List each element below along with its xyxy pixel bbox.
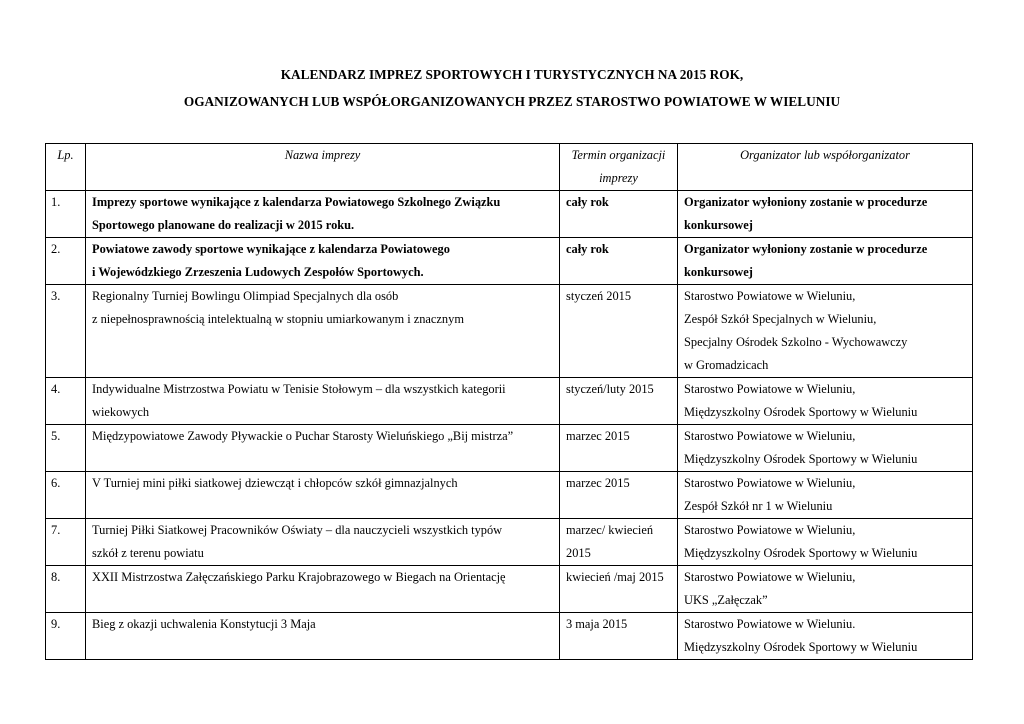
row-organizer-line: Starostwo Powiatowe w Wieluniu.	[684, 617, 856, 631]
row-term-line: cały rok	[566, 242, 609, 256]
row-organizer-line: Starostwo Powiatowe w Wieluniu,	[684, 476, 856, 490]
row-organizer-line: Starostwo Powiatowe w Wieluniu,	[684, 429, 856, 443]
row-organizer-line: Zespół Szkół Specjalnych w Wieluniu,	[684, 312, 877, 326]
row-organizer-line: w Gromadzicach	[684, 358, 769, 372]
row-event-name	[86, 378, 560, 425]
row-organizer-line: Starostwo Powiatowe w Wieluniu,	[684, 382, 856, 396]
row-lp: 3.	[46, 285, 86, 378]
row-organizer-line: Organizator wyłoniony zostanie w procedurze	[684, 195, 928, 209]
table-row	[46, 519, 973, 566]
document-title-line-1: KALENDARZ IMPREZ SPORTOWYCH I TURYSTYCZNYCH NA 2015 ROK,	[280, 67, 744, 82]
row-term-line: marzec 2015	[566, 476, 630, 490]
table-row	[46, 378, 973, 425]
row-organizer	[678, 285, 973, 378]
row-organizer	[678, 472, 973, 519]
row-term	[560, 285, 678, 378]
row-lp: 4.	[46, 378, 86, 425]
table-row	[46, 191, 973, 238]
row-event-name-line: i Wojewódzkiego Zrzeszenia Ludowych Zespołów Sportowych.	[92, 265, 424, 279]
row-organizer-line: Międzyszkolny Ośrodek Sportowy w Wieluniu	[684, 452, 918, 466]
row-event-name	[86, 613, 560, 660]
row-organizer-line: Starostwo Powiatowe w Wieluniu,	[684, 289, 856, 303]
row-event-name	[86, 566, 560, 613]
row-term	[560, 425, 678, 472]
row-term-line: cały rok	[566, 195, 609, 209]
row-term-line: styczeń/luty 2015	[566, 382, 654, 396]
row-term-line: marzec/ kwiecień	[566, 523, 654, 537]
table-header-row	[46, 144, 973, 191]
row-term	[560, 566, 678, 613]
table-row	[46, 472, 973, 519]
row-organizer	[678, 425, 973, 472]
row-organizer-line: Międzyszkolny Ośrodek Sportowy w Wieluniu	[684, 405, 918, 419]
row-organizer-line: Starostwo Powiatowe w Wieluniu,	[684, 523, 856, 537]
row-term	[560, 238, 678, 285]
header-name: Nazwa imprezy	[86, 144, 560, 191]
row-lp: 6.	[46, 472, 86, 519]
table-row	[46, 238, 973, 285]
row-event-name-line: Międzypowiatowe Zawody Pływackie o Puchar Starosty Wieluńskiego „Bij mistrza”	[92, 429, 514, 443]
events-table	[45, 143, 973, 660]
row-term-line: kwiecień /maj 2015	[566, 570, 664, 584]
row-organizer-line: Międzyszkolny Ośrodek Sportowy w Wieluniu	[684, 640, 918, 654]
table-row	[46, 613, 973, 660]
header-lp: Lp.	[46, 144, 86, 191]
row-event-name-line: Indywidualne Mistrzostwa Powiatu w Tenisie Stołowym – dla wszystkich kategorii	[92, 382, 506, 396]
row-organizer	[678, 238, 973, 285]
row-event-name-line: wiekowych	[92, 405, 150, 419]
row-event-name-line: z niepełnosprawnością intelektualną w stopniu umiarkowanym i znacznym	[92, 312, 464, 326]
header-term-line-1: Termin organizacji	[571, 148, 666, 162]
row-event-name	[86, 472, 560, 519]
row-event-name-line: Regionalny Turniej Bowlingu Olimpiad Specjalnych dla osób	[92, 289, 399, 303]
row-term	[560, 519, 678, 566]
table-row	[46, 425, 973, 472]
row-organizer	[678, 566, 973, 613]
row-organizer-line: Specjalny Ośrodek Szkolno - Wychowawczy	[684, 335, 908, 349]
header-term	[560, 144, 678, 191]
row-organizer-line: Zespół Szkół nr 1 w Wieluniu	[684, 499, 833, 513]
row-event-name-line: Imprezy sportowe wynikające z kalendarza Powiatowego Szkolnego Związku	[92, 195, 501, 209]
row-organizer-line: UKS „Załęczak”	[684, 593, 768, 607]
header-organizer: Organizator lub współorganizator	[678, 144, 973, 191]
row-organizer-line: Międzyszkolny Ośrodek Sportowy w Wieluniu	[684, 546, 918, 560]
row-term	[560, 378, 678, 425]
row-term-line: 3 maja 2015	[566, 617, 628, 631]
row-organizer	[678, 519, 973, 566]
row-term	[560, 613, 678, 660]
row-event-name-line: XXII Mistrzostwa Załęczańskiego Parku Krajobrazowego w Biegach na Orientację	[92, 570, 506, 584]
row-lp: 7.	[46, 519, 86, 566]
row-organizer-line: konkursowej	[684, 265, 753, 279]
row-event-name-line: Turniej Piłki Siatkowej Pracowników Oświaty – dla nauczycieli wszystkich typów	[92, 523, 503, 537]
row-lp: 9.	[46, 613, 86, 660]
table-row	[46, 285, 973, 378]
table-row	[46, 566, 973, 613]
row-lp: 8.	[46, 566, 86, 613]
row-event-name	[86, 425, 560, 472]
row-term-line: marzec 2015	[566, 429, 630, 443]
row-organizer	[678, 378, 973, 425]
row-organizer-line: Organizator wyłoniony zostanie w procedurze	[684, 242, 928, 256]
row-event-name-line: Powiatowe zawody sportowe wynikające z kalendarza Powiatowego	[92, 242, 450, 256]
row-event-name	[86, 191, 560, 238]
row-lp: 1.	[46, 191, 86, 238]
row-event-name	[86, 285, 560, 378]
row-event-name-line: Bieg z okazji uchwalenia Konstytucji 3 Maja	[92, 617, 316, 631]
header-term-line-2: imprezy	[599, 171, 638, 185]
row-term-line: 2015	[566, 546, 591, 560]
row-term	[560, 472, 678, 519]
row-lp: 5.	[46, 425, 86, 472]
row-organizer	[678, 613, 973, 660]
row-lp: 2.	[46, 238, 86, 285]
row-term-line: styczeń 2015	[566, 289, 632, 303]
row-event-name-line: Sportowego planowane do realizacji w 2015 roku.	[92, 218, 355, 232]
row-event-name-line: V Turniej mini piłki siatkowej dziewcząt i chłopców szkół gimnazjalnych	[92, 476, 458, 490]
table-body	[46, 191, 973, 660]
document-title-line-2: OGANIZOWANYCH LUB WSPÓŁORGANIZOWANYCH PRZEZ STAROSTWO POWIATOWE W WIELUNIU	[183, 94, 841, 109]
row-organizer	[678, 191, 973, 238]
row-term	[560, 191, 678, 238]
row-organizer-line: konkursowej	[684, 218, 753, 232]
row-event-name-line: szkół z terenu powiatu	[92, 546, 204, 560]
row-event-name	[86, 519, 560, 566]
row-event-name	[86, 238, 560, 285]
row-organizer-line: Starostwo Powiatowe w Wieluniu,	[684, 570, 856, 584]
